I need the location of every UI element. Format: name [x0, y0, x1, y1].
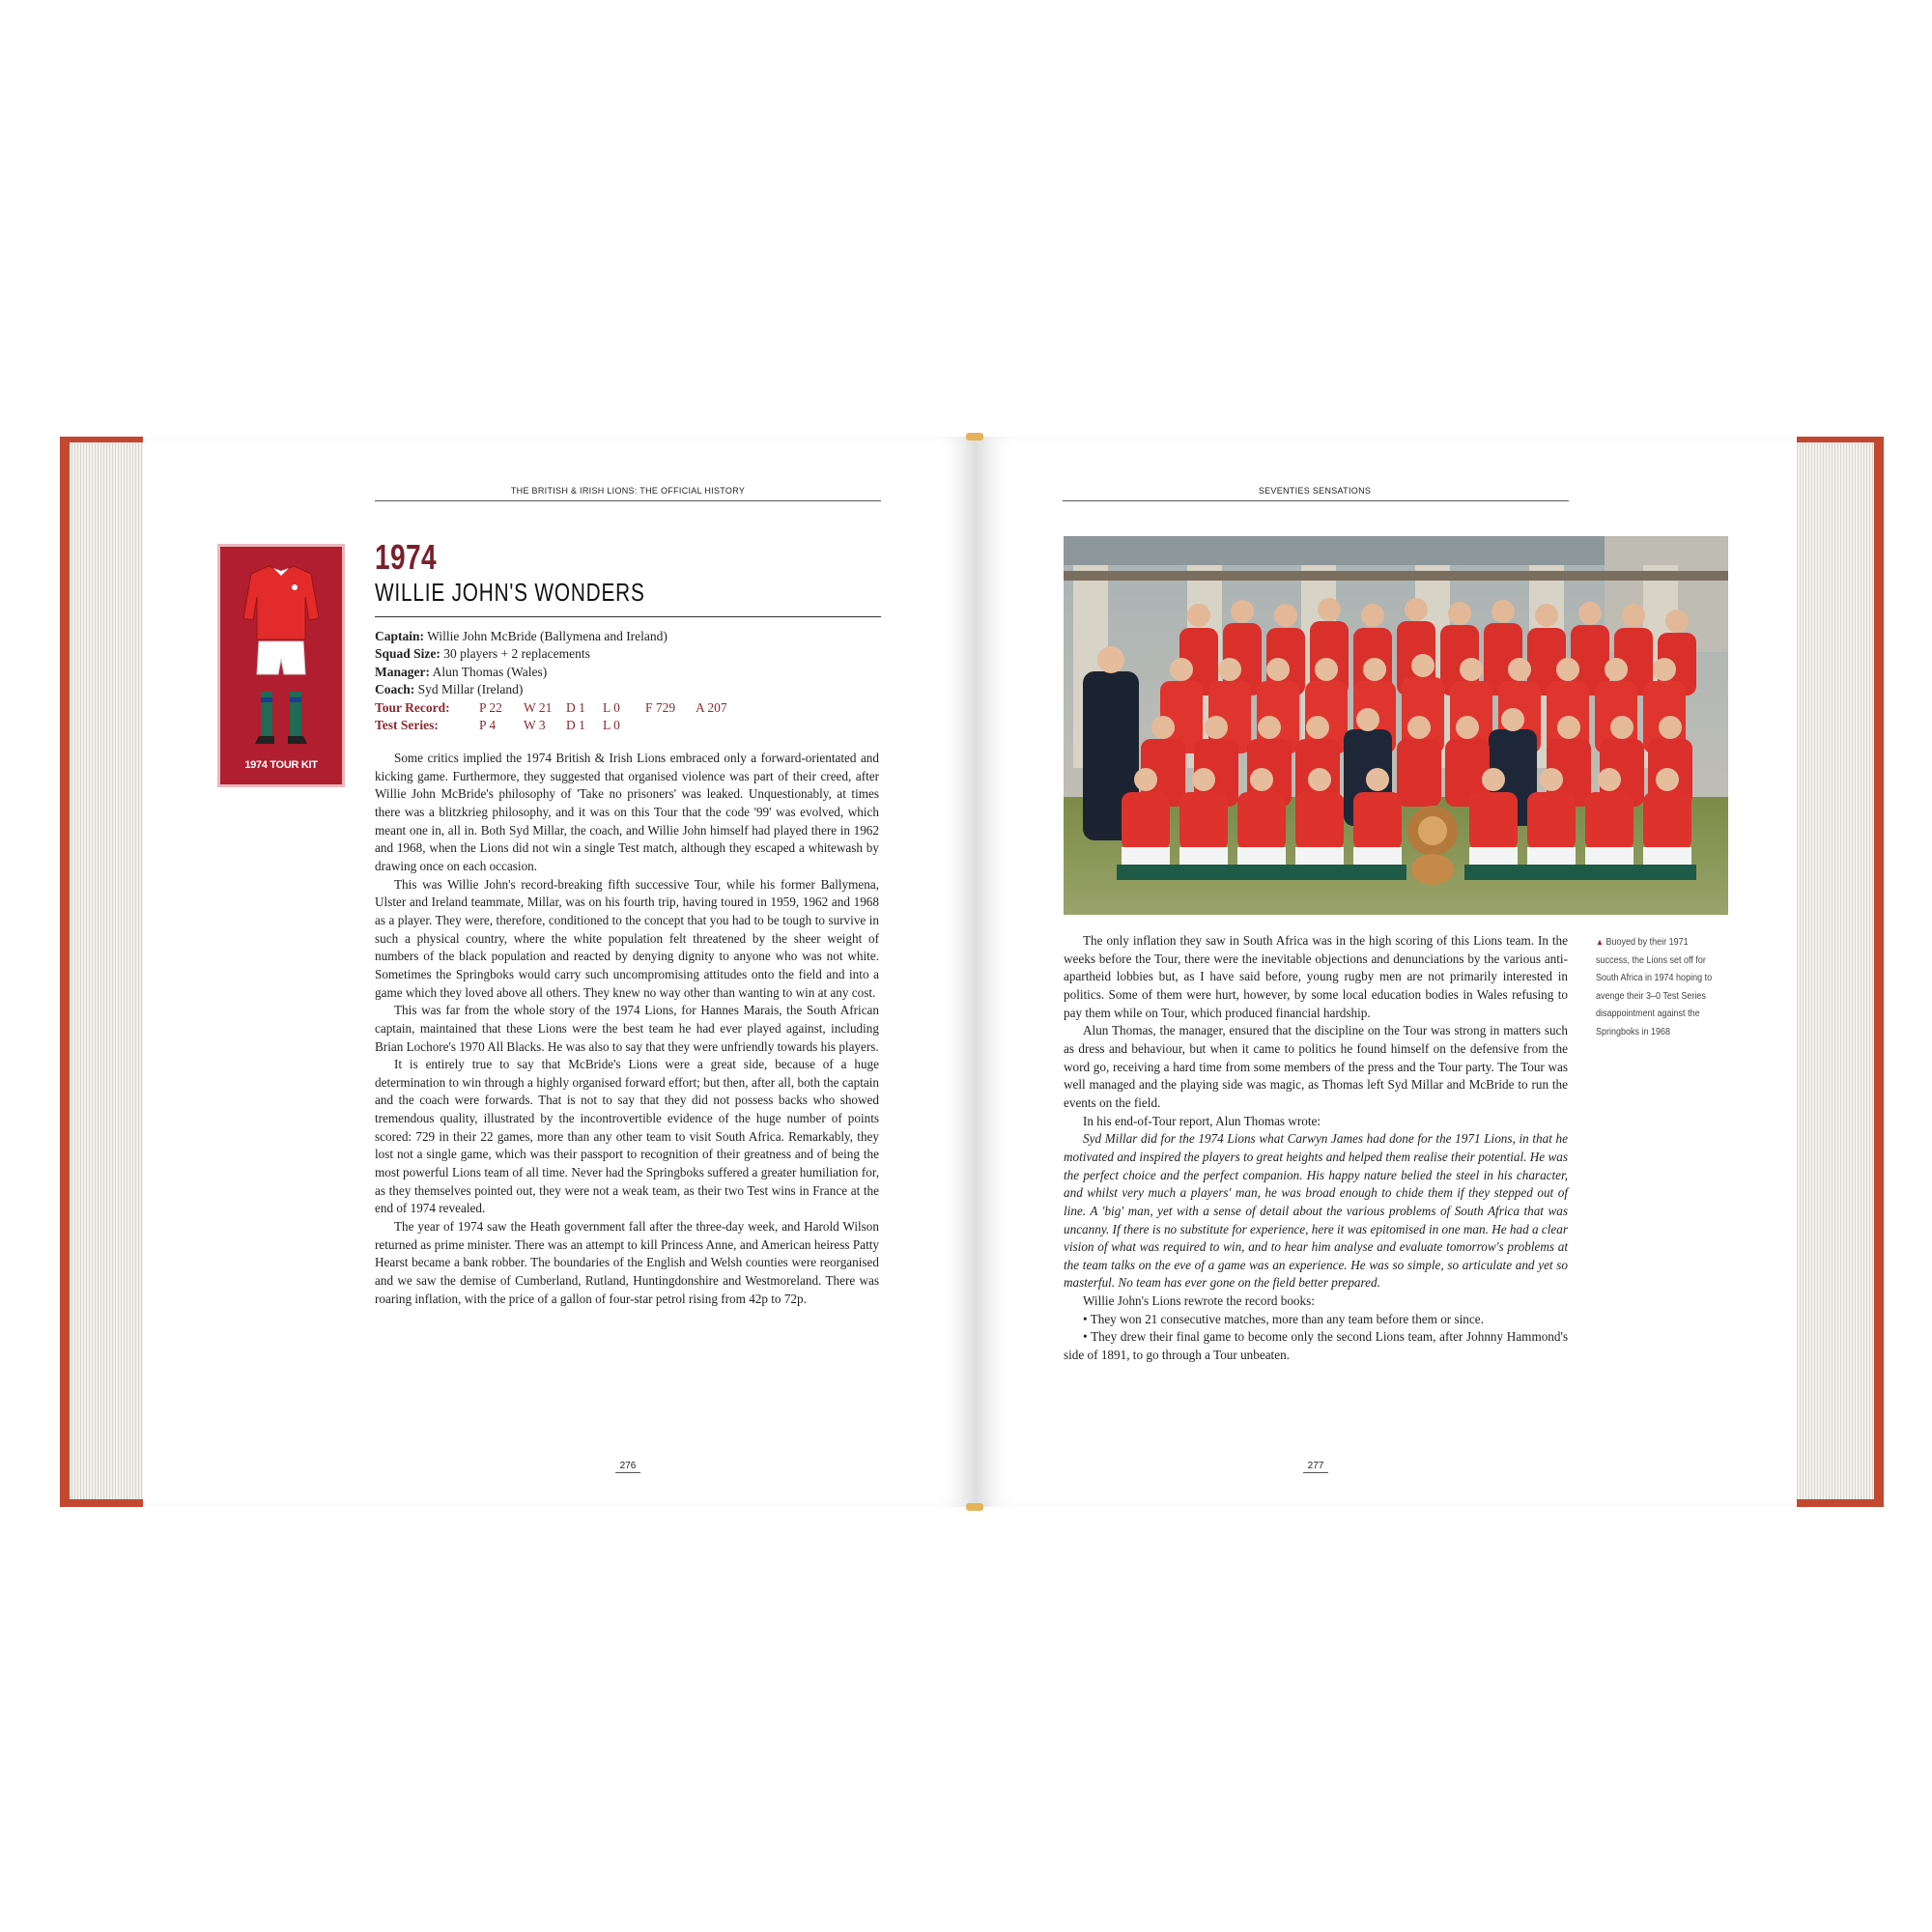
body-paragraph: This was far from the whole story of the 1974 Lions, for Hannes Marais, the South African captain, maintained that these Lions were the best team he had ever played against, including Brian Lochore's 1970 All Blacks. He was also to say that they were unfriendly towards his players. — [375, 1003, 879, 1054]
photo-caption: ▲ Buoyed by their 1971 success, the Lions set off for South Africa in 1974 hoping to avenge their 3–0 Test Series disappointment against the Springboks in 1968 — [1596, 937, 1713, 1037]
report-quote: Syd Millar did for the 1974 Lions what Carwyn James had done for the 1971 Lions, in that he motivated and inspired the players to great heights and helped them realise their potential. He was the perfect choice and the perfect companion. His happy nature belied the steel in his character, and whilst very much a players' man, he was broad enough to chide them if they stepped out of line. A 'big' man, yet with a sense of detail about the various problems of South Africa that was uncanny. If there is no substitute for experience, here it was epitomised in one man. He had a clear vision of what was required to win, and to hear him analyse and evaluate tomorrow's problems at the team talks on the eve of a game was an experience. He was so simple, so articulate and yet so masterful. No team has ever gone on the field better prepared. — [1064, 1131, 1568, 1291]
fact-tour-record: Tour Record: P 22 W 21 D 1 L 0 F 729 A 207 — [375, 699, 727, 715]
body-paragraph: The year of 1974 saw the Heath government fall after the three-day week, and Harold Wilson returned as prime minister. There was an attempt to kill Princess Anne, and American heiress Patty Hearst became a bank robber. The boundaries of the English and Welsh counties were reorganised and we saw the demise of Cumberland, Rutland, Huntingdonshire and Westmoreland. There was roaring inflation, with the price of a gallon of four-star petrol rising from 42p to 72p. — [375, 1219, 879, 1306]
fact-captain: Captain: Willie John McBride (Ballymena and Ireland) — [375, 629, 668, 643]
left-body-text — [375, 750, 879, 1308]
fact-coach: Coach: Syd Millar (Ireland) — [375, 682, 524, 697]
tour-kit-card — [217, 544, 345, 787]
running-head-rule-left — [375, 500, 881, 501]
body-paragraph: Willie John's Lions rewrote the record books: — [1083, 1293, 1315, 1309]
fact-test-series: Test Series: P 4 W 3 D 1 L 0 — [375, 718, 620, 733]
body-paragraph: It is entirely true to say that McBride's Lions were a great side, because of a huge determination to win through a highly organised forward effort; but then, after all, both the captain and the coach were forwards. That is not to say that they did not possess backs who showed tremendous quality, illustrated by the incontrovertible evidence of the huge number of points scored: 729 in their 22 games, more than any other team to visit South Africa. Remarkably, they lost not a single game, which was their passport to recognition of their greatness and of being the most powerful Lions team of all time. Never had the Springboks suffered a greater humiliation for, as they themselves pointed out, they were not a weak team, as their two Test wins in France at the end of 1974 revealed. — [375, 1057, 879, 1216]
title-rule — [375, 616, 881, 617]
team-photo — [1064, 536, 1728, 915]
body-paragraph: The only inflation they saw in South Africa was in the high scoring of this Lions team. In the weeks before the Tour, there were the inevitable objections and denunciations by the various anti-apartheid lobbies but, as I have said before, young rugby men are not primarily interested in politics. Some of them were hurt, however, by some local education bodies in Wales refusing to pay them while on Tour, which produced financial hardship. — [1064, 933, 1568, 1020]
page-block-right — [1797, 442, 1874, 1499]
kit-label: 1974 TOUR KIT — [244, 759, 318, 771]
body-paragraph: This was Willie John's record-breaking fifth successive Tour, while his former Ballymena, Ulster and Ireland teammate, Millar, was on his fourth trip, having toured in 1959, 1962 and 1968 as a player. They were, therefore, conditioned to the concept that you had to be tough to survive in such a physical country, where the white population felt threatened by the sheer weight of numbers of the black population and reacted by denying dignity to anyone who was not white. Sometimes the Springboks would carry such uncompromising attitudes onto the field and into a game which they loved above all others. They knew no way other than wanting to win at any cost. — [375, 876, 879, 1000]
body-paragraph: Some critics implied the 1974 British & Irish Lions embraced only a forward-orientated and kicking game. Furthermore, they suggested that organised violence was part of their creed, after Willie John McBride's philosophy of 'Take no prisoners' was leaked. Unquestionably, at times there was a blitzkrieg philosophy, and it was on this Tour that the code '99' was evolved, which meant one in, all in. Both Syd Millar, the coach, and Willie John himself had played there in 1962 and 1968, when the Lions did not win a single Test match, although they escaped a whitewash by drawing once on each occasion. — [375, 751, 879, 873]
fact-squad: Squad Size: 30 players + 2 replacements — [375, 646, 590, 662]
fact-manager: Manager: Alun Thomas (Wales) — [375, 664, 548, 679]
running-head-left: THE BRITISH & IRISH LIONS: THE OFFICIAL HISTORY — [510, 486, 746, 496]
running-head-rule-right — [1063, 500, 1569, 501]
page-block-left — [70, 442, 147, 1499]
right-body-text — [1064, 932, 1568, 1365]
spine-headband-top — [966, 433, 983, 440]
caption-pointer-icon: ▲ — [1596, 937, 1605, 947]
record-bullet: • They won 21 consecutive matches, more than any team before them or since. — [1083, 1311, 1484, 1326]
body-paragraph: In his end-of-Tour report, Alun Thomas wrote: — [1083, 1113, 1321, 1128]
tour-year: 1974 — [375, 537, 438, 577]
chapter-title: WILLIE JOHN'S WONDERS — [375, 578, 645, 607]
spine-headband-bottom — [966, 1503, 983, 1511]
page-number-right: 277 — [1287, 1461, 1345, 1473]
page-number-left: 276 — [599, 1461, 657, 1473]
running-head-right: SEVENTIES SENSATIONS — [1258, 486, 1372, 496]
team-photo-image — [1064, 536, 1728, 915]
tour-facts — [375, 628, 727, 734]
record-bullet: • They drew their final game to become only the second Lions team, after Johnny Hammond's side of 1891, to go through a Tour unbeaten. — [1064, 1329, 1568, 1363]
kit-illustration-icon — [242, 558, 321, 761]
body-paragraph: Alun Thomas, the manager, ensured that the discipline on the Tour was strong in matters such as dress and behaviour, but when it came to politics he found himself on the defensive from the word go, receiving a hard time from some members of the press and the Tour party. The Tour was well managed and the playing side was magic, as Thomas left Syd Millar and McBride to run the events on the field. — [1064, 1023, 1568, 1110]
